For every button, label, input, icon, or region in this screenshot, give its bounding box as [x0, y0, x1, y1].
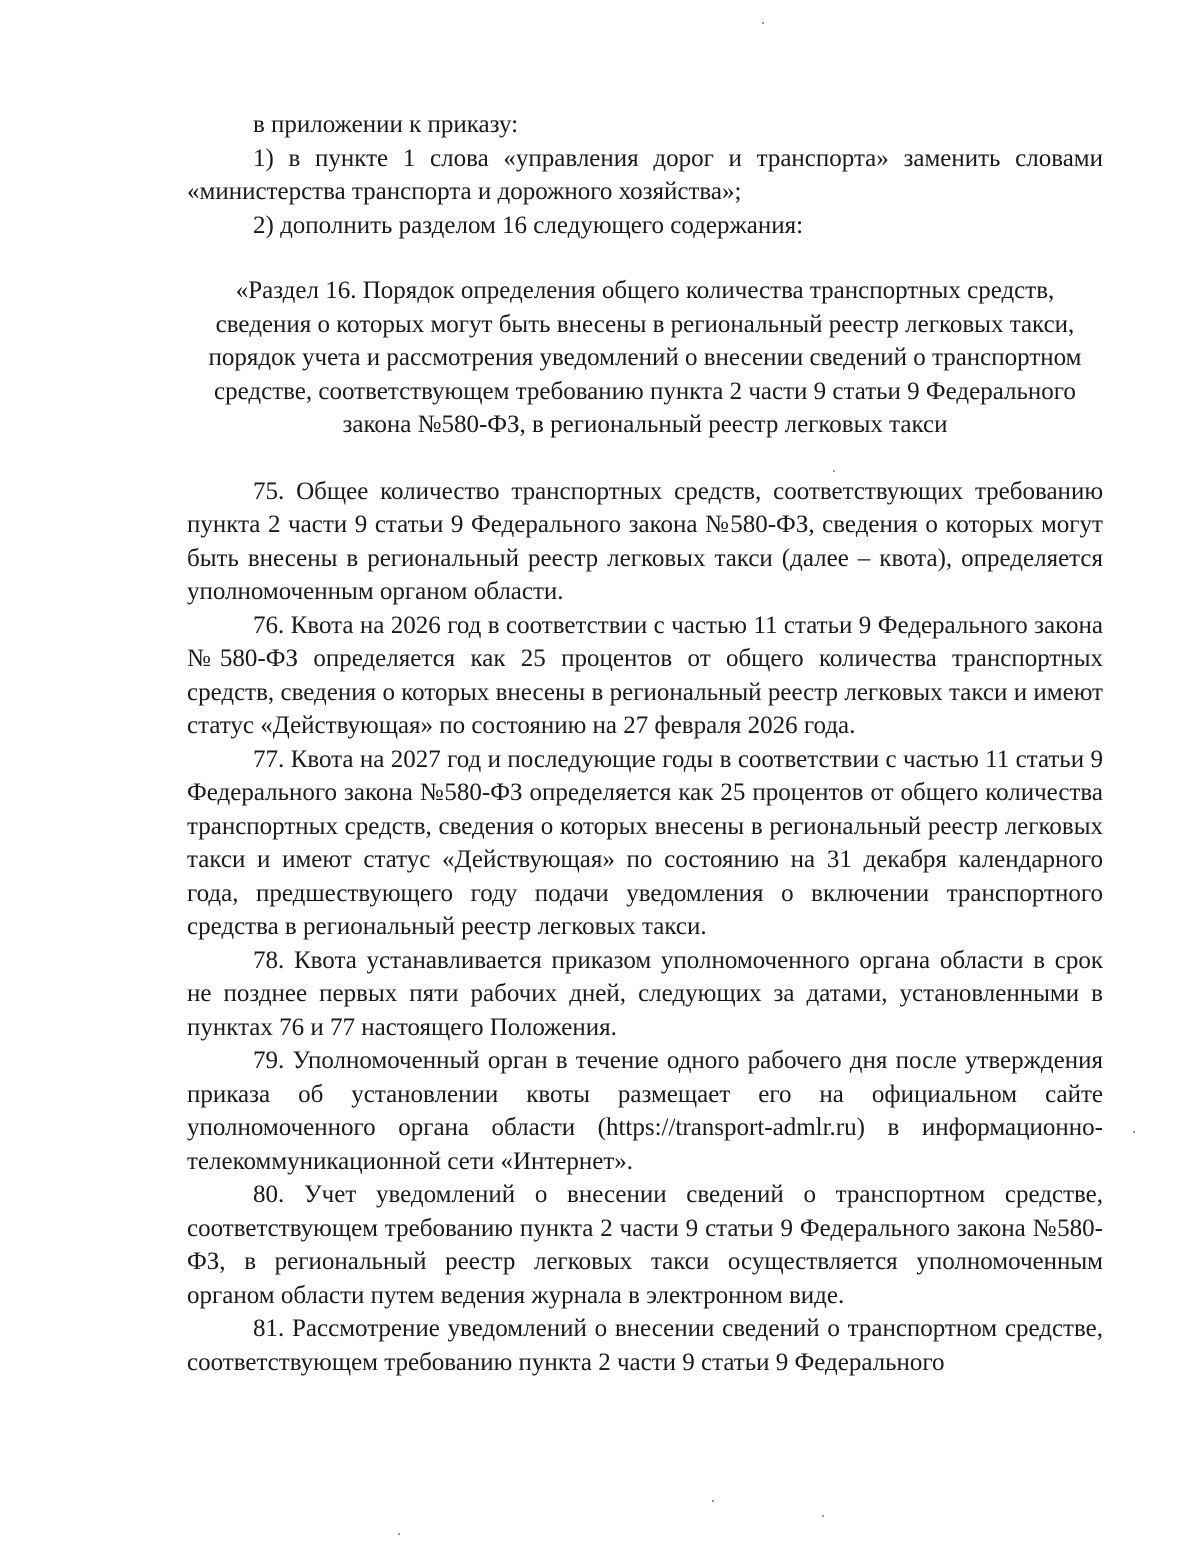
paragraph-75: 75. Общее количество транспортных средств, соответствующих требованию пункта 2 части 9 статьи 9 Федерального закона №580-ФЗ, сведения о которых могут быть внесены в региональный реестр легковых такси (далее – квота), определяется уполномоченным органом области. — [187, 477, 1103, 605]
paragraph-79: 79. Уполномоченный орган в течение одного рабочего дня после утверждения приказа об установлении квоты размещает его на официальном сайте уполномоченного органа области (https://transport-admlr.ru) в информационно-телекоммуникационной сети «Интернет». — [187, 1047, 1103, 1175]
paragraph-80: 80. Учет уведомлений о внесении сведений о транспортном средстве, соответствующем требованию пункта 2 части 9 статьи 9 Федерального закона №580-ФЗ, в региональный реестр легковых такси осуществляется уполномоченным органом области путем ведения журнала в электронном виде. — [187, 1181, 1103, 1309]
amendment-item-2: 2) дополнить разделом 16 следующего содержания: — [253, 211, 804, 239]
scan-speck — [822, 1515, 824, 1517]
amendment-item-1: 1) в пункте 1 слова «управления дорог и транспорта» заменить словами «министерства транспорта и дорожного хозяйства»; — [187, 144, 1103, 205]
paragraph-77: 77. Квота на 2027 год и последующие годы в соответствии с частью 11 статьи 9 Федерального закона №580-ФЗ определяется как 25 процентов от общего количества транспортных средств, сведения о которых внесены в региональный реестр легковых такси и имеют статус «Действующая» по состоянию на 31 декабря календарного года, предшествующего году подачи уведомления о включении транспортного средства в региональный реестр легковых такси. — [187, 745, 1103, 940]
paragraph-76: 76. Квота на 2026 год в соответствии с частью 11 статьи 9 Федерального закона №580-ФЗ определяется как 25 процентов от общего количества транспортных средств, сведения о которых внесены в региональный реестр легковых такси и имеют статус «Действующая» по состоянию на 27 февраля 2026 года. — [187, 611, 1103, 739]
scan-speck — [833, 470, 835, 472]
document-body — [187, 108, 1103, 1379]
scan-speck — [1133, 1131, 1135, 1133]
intro-line: в приложении к приказу: — [253, 111, 519, 138]
scan-speck — [762, 22, 764, 24]
section-title-line: закона №580-ФЗ, в региональный реестр легковых такси — [342, 411, 948, 438]
section-title-line: сведения о которых могут быть внесены в региональный реестр легковых такси, — [215, 310, 1075, 338]
section-title-line: «Раздел 16. Порядок определения общего количества транспортных средств, — [235, 277, 1055, 304]
scan-speck — [712, 1500, 714, 1502]
scan-speck — [398, 1533, 400, 1535]
section-title-line: порядок учета и рассмотрения уведомлений о внесении сведений о транспортном — [208, 344, 1082, 371]
section-title — [187, 274, 1103, 442]
paragraph-78: 78. Квота устанавливается приказом уполномоченного органа области в срок не позднее первых пяти рабочих дней, следующих за датами, установленными в пунктах 76 и 77 настоящего Положения. — [187, 946, 1103, 1041]
section-title-line: средстве, соответствующем требованию пункта 2 части 9 статьи 9 Федерального — [214, 377, 1076, 405]
paragraph-81: 81. Рассмотрение уведомлений о внесении сведений о транспортном средстве, соответствующем требованию пункта 2 части 9 статьи 9 Федерального — [187, 1315, 1103, 1376]
